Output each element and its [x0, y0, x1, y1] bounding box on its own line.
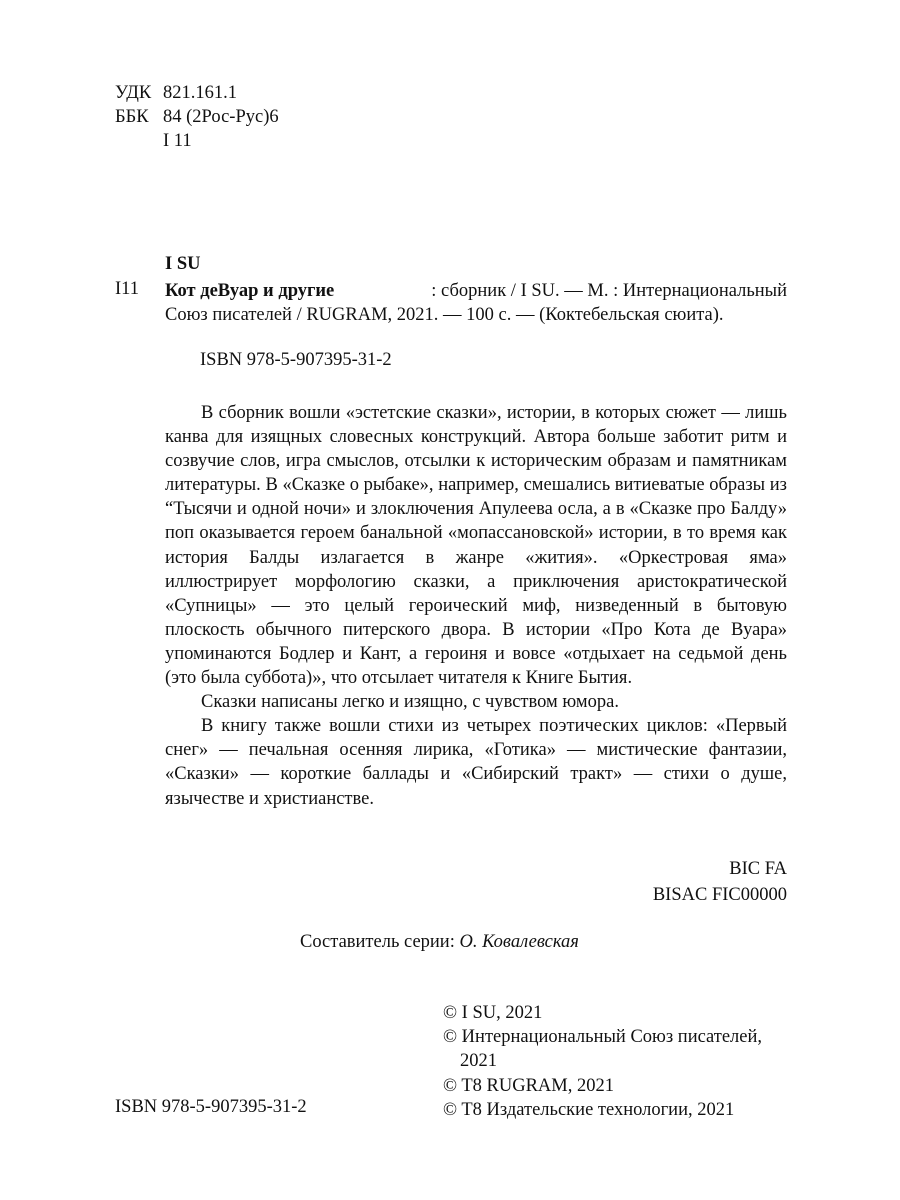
copyright-block: [443, 1001, 803, 1122]
copyright-line: © I SU, 2021: [443, 1003, 543, 1023]
book-title: Кот деВуар и другие: [165, 281, 335, 301]
bisac-code: BISAC FIC00000: [652, 885, 787, 905]
bbk-label: ББК: [115, 107, 149, 127]
bbk-value: 84 (2Рос-Рус)6: [163, 107, 279, 127]
bib-rest-2: Союз писателей / RUGRAM, 2021. — 100 с. — (Коктебельская сюита).: [165, 305, 724, 325]
copyright-line: © T8 Издательские технологии, 2021: [443, 1099, 735, 1120]
subject-codes: [653, 856, 787, 908]
annotation-paragraph: Сказки написаны легко и изящно, с чувством юмора.: [201, 692, 619, 713]
udk-label: УДК: [115, 83, 152, 103]
isbn-top: ISBN 978-5-907395-31-2: [200, 350, 392, 370]
bib-rest-1: : сборник / I SU. — М. : Интернациональный: [431, 281, 787, 301]
udk-value: 821.161.1: [163, 83, 237, 103]
annotation-paragraph: В сборник вошли «эстетские сказки», истории, в которых сюжет — лишь канва для изящных словесных конструкций. Автора больше заботит ритм и созвучие слов, игра смыслов, отсылки к историческим образам и памятникам литературы. В «Сказке о рыбаке», например, смешались витиеватые образы из “Тысячи и одной ночи» и злоключения Апулеева осла, а в «Сказке про Балду» поп оказывается героем банальной «мопассановской» истории, в то время как история Балды излагается в жанре «жития». «Оркестровая яма» иллюстрирует морфологию сказки, а приключения аристократической «Супницы» — это целый героический миф, низведенный в бытовую плоскость обычного питерского двора. В истории «Про Кота де Вуара» упоминаются Бодлер и Кант, а героиня и вовсе «отдыхает на седьмой день (это была суббота)», что отсылает читателя к Книге Бытия.: [165, 403, 787, 689]
bib-line-1: [165, 279, 787, 303]
author-name: I SU: [165, 254, 201, 274]
series-editor-name: О. Ковалевская: [459, 932, 579, 952]
copyright-line: © Интернациональный Союз писателей,: [443, 1027, 763, 1048]
series-label: Составитель серии:: [300, 932, 455, 952]
isbn-bottom: ISBN 978-5-907395-31-2: [115, 1097, 307, 1117]
author-mark: I 11: [163, 131, 192, 151]
bibliographic-record: [165, 279, 787, 327]
series-editor: [300, 932, 579, 953]
copyright-line: © T8 RUGRAM, 2021: [443, 1075, 614, 1096]
bib-mark: I11: [115, 279, 139, 299]
bic-code: BIC FA: [729, 859, 787, 879]
copyright-line: 2021: [460, 1051, 497, 1072]
annotation-paragraph: В книгу также вошли стихи из четырех поэтических циклов: «Первый снег» — печальная осенняя лирика, «Готика» — мистические фантазии, «Сказки» — короткие баллады и «Сибирский тракт» — стихи о душе, язычестве и христианстве.: [165, 716, 787, 809]
annotation: [165, 401, 787, 811]
